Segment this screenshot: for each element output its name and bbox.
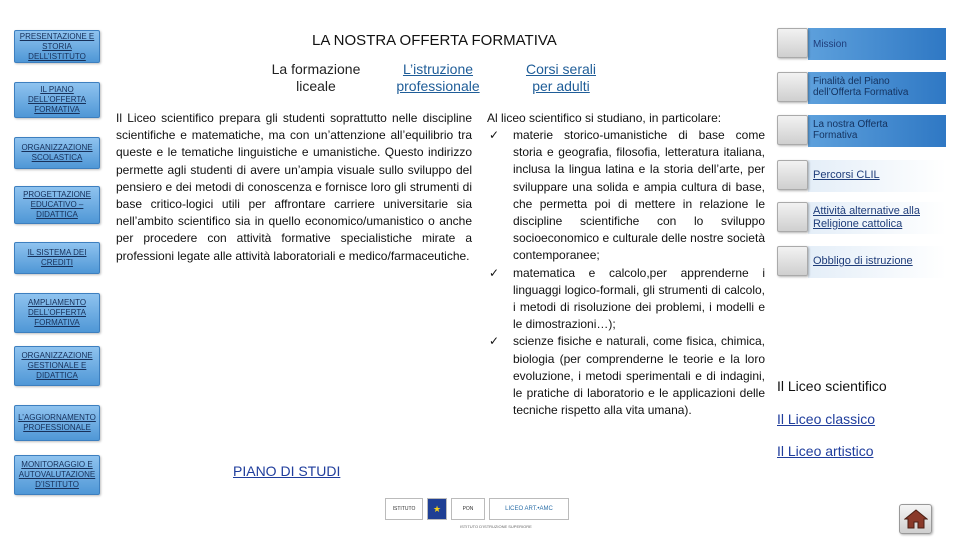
- home-button[interactable]: [899, 504, 932, 534]
- liceo-scientifico-description: Il Liceo scientifico prepara gli studenti soprattutto nelle discipline scientifiche e matematiche, ma con un’attenzione all’equilibrio tra queste e le tematiche linguistiche e umanistiche. Questo indirizzo permette agli studenti di avere un’ampia visuale sullo sviluppo del pensiero e dei metodi di conoscenza e fornisce loro gli strumenti di base critico-logici utili per affrontare carriere universitarie sia nell’ambito scientifico sia in quello economico/umanistico o anche per procedere con attività formative specialistiche mirate a professioni legate alle attività laboratoriali e medico/farmaceutiche.: [116, 111, 472, 263]
- checkmark-icon: ✓: [488, 334, 500, 349]
- eu-flag-logo: ★: [427, 498, 447, 520]
- italian-republic-logo: ISTITUTO: [385, 498, 423, 520]
- nav-button-box[interactable]: [777, 72, 808, 102]
- list-item: [487, 127, 765, 265]
- nav-aggiornamento-professionale[interactable]: L’AGGIORNAMENTO PROFESSIONALE: [14, 405, 100, 441]
- nav-button-box[interactable]: [777, 115, 808, 145]
- nav-progettazione-educativo-didattica[interactable]: PROGETTAZIONE EDUCATIVO – DIDATTICA: [14, 186, 100, 224]
- tab-label-line1: La formazione: [271, 61, 361, 77]
- nav-button-box[interactable]: [777, 28, 808, 58]
- list-item-text: materie storico-umanistiche di base come storia e geografia, filosofia, letteratura italiana, inclusa la lingua latina e la storia dell’arte, per sviluppare una solida e ampia cultura di base, che permetta poi di mettere in relazione le discipline scientifiche con lo sviluppo socioeconomico e culturale delle nostre società contemporanee;: [513, 128, 765, 263]
- home-icon: [904, 509, 928, 529]
- nav-label: Attività alternative alla Religione cattolica: [813, 205, 920, 230]
- pon-logo: PON: [451, 498, 485, 520]
- nav-label: Percorsi CLIL: [813, 169, 880, 181]
- nav-nostra-offerta[interactable]: [777, 115, 888, 145]
- list-item-text: matematica e calcolo,per apprenderne i linguaggi logico-formali, gli strumenti di calcolo, i metodi di risoluzione dei problemi, i modelli e le dimostrazioni…);: [513, 265, 765, 332]
- tab-label-line2: per adulti: [532, 78, 590, 94]
- piano-di-studi-link[interactable]: PIANO DI STUDI: [233, 463, 341, 479]
- tab-label-line2: liceale: [296, 78, 336, 94]
- logo-strip: [385, 498, 570, 534]
- nav-obbligo-istruzione[interactable]: [777, 246, 913, 276]
- nav-attivita-alternative[interactable]: [777, 202, 920, 232]
- nav-label: Mission: [813, 39, 847, 50]
- nav-piano-offerta-formativa[interactable]: IL PIANO DELL’OFFERTA FORMATIVA: [14, 82, 100, 118]
- tab-label-line1: L’istruzione: [402, 61, 474, 77]
- list-item-text: scienze fisiche e naturali, come fisica, chimica, biologia (per comprenderne le teorie e la loro evoluzione, i metodi sperimentali e di indagini, le pratiche di laboratorio e le applicazioni delle tecniche rispetto alla vita umana).: [513, 334, 765, 418]
- tab-label-line1: Corsi serali: [525, 61, 596, 77]
- checkmark-icon: ✓: [488, 265, 500, 280]
- tab-istruzione-professionale[interactable]: [389, 61, 487, 95]
- liceo-classico-link[interactable]: Il Liceo classico: [777, 411, 876, 427]
- list-item: [487, 265, 765, 334]
- nav-organizzazione-scolastica[interactable]: ORGANIZZAZIONE SCOLASTICA: [14, 137, 100, 169]
- tab-formazione-liceale[interactable]: [264, 61, 368, 95]
- nav-organizzazione-gestionale[interactable]: ORGANIZZAZIONE GESTIONALE E DIDATTICA: [14, 346, 100, 386]
- nav-ampliamento-offerta[interactable]: AMPLIAMENTO DELL’OFFERTA FORMATIVA: [14, 293, 100, 333]
- nav-button-box[interactable]: [777, 160, 808, 190]
- curriculum-list: [487, 127, 765, 419]
- nav-label: Finalità del Piano dell’Offerta Formativa: [813, 76, 909, 98]
- nav-monitoraggio-autovalutazione[interactable]: MONITORAGGIO E AUTOVALUTAZIONE D’ISTITUTO: [14, 455, 100, 495]
- nav-presentazione-storia[interactable]: PRESENTAZIONE E STORIA DELL’ISTITUTO: [14, 30, 100, 63]
- nav-sistema-crediti[interactable]: IL SISTEMA DEI CREDITI: [14, 242, 100, 274]
- left-navigation: [0, 0, 115, 540]
- nav-mission[interactable]: [777, 28, 847, 58]
- liceo-scientifico-link[interactable]: Il Liceo scientifico: [777, 378, 887, 394]
- nav-label: Obbligo di istruzione: [813, 255, 913, 267]
- nav-finalita-piano[interactable]: [777, 72, 909, 102]
- liceo-artistico-link[interactable]: Il Liceo artistico: [777, 443, 874, 459]
- list-item: [487, 333, 765, 419]
- curriculum-intro: Al liceo scientifico si studiano, in particolare:: [487, 111, 722, 125]
- tab-corsi-serali[interactable]: [518, 61, 604, 95]
- nav-label: La nostra Offerta Formativa: [813, 119, 888, 141]
- nav-button-box[interactable]: [777, 246, 808, 276]
- nav-percorsi-clil[interactable]: [777, 160, 880, 190]
- school-logo: LICEO ART.•AMC: [489, 498, 569, 520]
- tab-label-line2: professionale: [396, 78, 480, 94]
- logo-caption: ISTITUTO D'ISTRUZIONE SUPERIORE: [460, 524, 532, 529]
- page-title: LA NOSTRA OFFERTA FORMATIVA: [312, 32, 557, 49]
- nav-button-box[interactable]: [777, 202, 808, 232]
- checkmark-icon: ✓: [488, 128, 500, 142]
